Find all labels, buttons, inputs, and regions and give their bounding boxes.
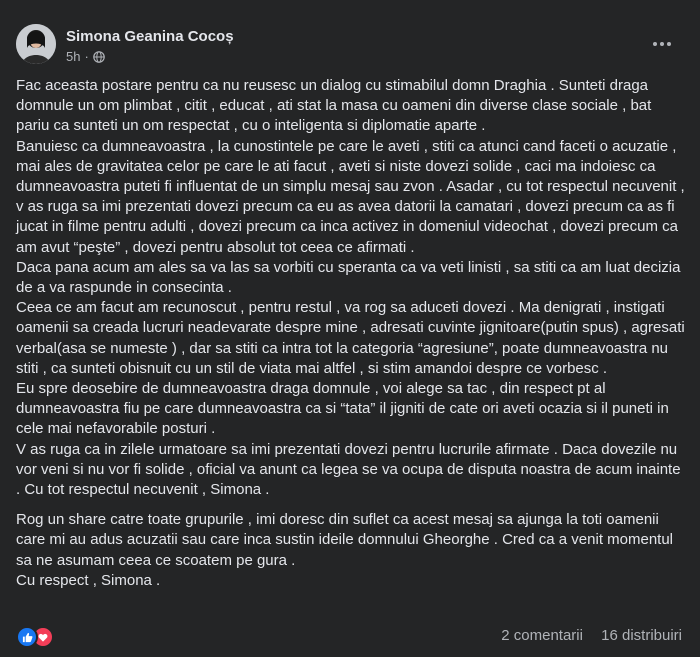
author-avatar[interactable] bbox=[16, 24, 56, 64]
post-paragraph: Fac aceasta postare pentru ca nu reusesc un dialog cu stimabilul domn Draghia . Sunteti draga domnule un om plimbat , citit , educat , ati stat la masa cu oameni din diverse clase sociale , bat pariu ca sunteti un om respectat , cu o inteligenta si diplomatie aparte . Banuiesc ca dumneavoastra , la cunostintele pe care le aveti , stiti ca atunci cand faceti o acuzatie , mai ales de gravitatea celor pe care le ati facut , aveti si niste dovezi solide , caci ma indoiesc ca dumneavoastra puteti fi influentat de un simplu mesaj sau zvon . Asadar , cu tot respectul necuvenit , v as ruga sa imi prezentati dovezi precum ca eu as avea datorii la camatari , dovezi precum ca as fi jucat in filme pentru adulti , dovezi precum ca inca activez in domeniul videochat , dovezi precum ca am avut “peşte” , dovezi pentru absolut tot ceea ce afirmati . Daca pana acum am ales sa va las sa vorbiti cu speranta ca va veti linisti , sa stiti ca am luat decizia de a va raspunde in consecinta . Ceea ce am facut am recunoscut , pentru restul , va rog sa aduceti dovezi . Ma denigrati , instigati oamenii sa creada lucruri neadevarate despre mine , adresati cuvinte jignitoare(putin spus) , agresati verbal(asa se numeste ) , dar sa stiti ca intra tot la categoria “agresiune”, poate dumneavoastra nu stiti , ca sunteti obisnuit cu un stil de viata mai altfel , si stim amandoi despre ce vorbesc . Eu spre deosebire de dumneavoastra draga domnule , voi alege sa tac , din respect pt al dumneavoastra fiu pe care dumneavoastra ca si “tata” il jigniti de cate ori aveti ocazia si il puneti in cele mai nefavorabile posturi . V as ruga ca in zilele urmatoare sa imi prezentati dovezi pentru lucrurile afirmate . Daca dovezile nu vor veni si nu vor fi solide , oficial va anunt ca legea se va ocupa de disputa noastra de acum inainte . Cu tot respectul necuvenit , Simona . bbox=[16, 77, 685, 499]
post-footer bbox=[16, 624, 682, 648]
post-time[interactable]: 5h bbox=[66, 49, 81, 64]
post-header bbox=[16, 24, 684, 68]
engagement-counts bbox=[501, 627, 682, 644]
shares-count[interactable]: 16 distribuiri bbox=[601, 627, 682, 644]
author-name[interactable]: Simona Geanina Cocoș bbox=[66, 28, 234, 45]
globe-icon[interactable] bbox=[93, 51, 105, 63]
post-paragraph: Rog un share catre toate grupurile , imi doresc din suflet ca acest mesaj sa ajunga la toti oamenii care mi au adus acuzatii sau care inca sustin ideile domnului Gheorghe . Cred ca a venit momentul sa ne asumam ceea ce scoatem pe gura . Cu respect , Simona . bbox=[16, 511, 674, 589]
meta-separator: · bbox=[84, 49, 89, 64]
comments-count[interactable]: 2 comentarii bbox=[501, 627, 583, 644]
more-options-icon[interactable] bbox=[650, 34, 674, 54]
post-body bbox=[16, 76, 686, 591]
post-meta bbox=[66, 49, 105, 64]
avatar-portrait-icon bbox=[16, 24, 56, 64]
like-reaction-icon bbox=[16, 626, 38, 648]
reactions-summary[interactable] bbox=[16, 626, 56, 646]
